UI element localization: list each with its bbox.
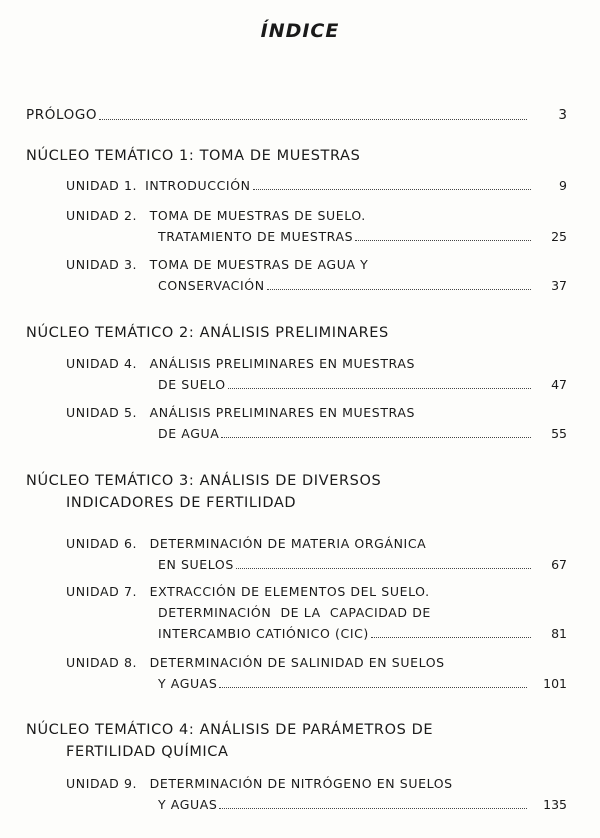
page-number: 3 <box>558 107 567 123</box>
unit-label: UNIDAD 9. <box>66 776 138 791</box>
toc-entry-unidad-9[interactable] <box>66 776 453 791</box>
unit-title-line1: DETERMINACIÓN DE MATERIA ORGÁNICA <box>149 536 427 551</box>
unit-title-line1: TOMA DE MUESTRAS DE AGUA Y <box>149 257 369 272</box>
prologo-label: PRÓLOGO <box>26 107 98 123</box>
page-number: 47 <box>551 377 567 392</box>
unit-title-line1: DETERMINACIÓN DE NITRÓGENO EN SUELOS <box>149 776 453 791</box>
toc-entry-unidad-1[interactable] <box>66 178 567 193</box>
unit-label: UNIDAD 4. <box>66 356 138 371</box>
page-number: 25 <box>551 229 567 244</box>
toc-entry-unidad-5[interactable] <box>66 405 415 420</box>
unit-title-line2: TRATAMIENTO DE MUESTRAS <box>158 229 354 244</box>
unit-title-line2: CONSERVACIÓN <box>158 278 265 293</box>
leader-dots <box>99 118 527 120</box>
unit-title-line2: EN SUELOS <box>158 557 234 572</box>
leader-dots <box>221 436 531 438</box>
unit-label: UNIDAD 6. <box>66 536 138 551</box>
unit-label: UNIDAD 8. <box>66 655 138 670</box>
leader-dots <box>219 807 527 809</box>
page-number: 37 <box>551 278 567 293</box>
page-number: 81 <box>551 626 567 641</box>
unit-title-line2: Y AGUAS <box>158 676 218 691</box>
toc-entry-unidad-9-cont[interactable] <box>158 797 567 812</box>
nucleo-3-title-line1: NÚCLEO TEMÁTICO 3: ANÁLISIS DE DIVERSOS <box>26 473 382 489</box>
leader-dots <box>253 188 531 190</box>
page-number: 9 <box>559 178 567 193</box>
page-number: 101 <box>543 676 567 691</box>
toc-entry-unidad-8[interactable] <box>66 655 445 670</box>
toc-entry-unidad-2-cont[interactable] <box>158 229 567 244</box>
toc-entry-unidad-2[interactable] <box>66 208 366 223</box>
page-title: ÍNDICE <box>260 20 340 42</box>
unit-title-line1: ANÁLISIS PRELIMINARES EN MUESTRAS <box>149 405 416 420</box>
nucleo-3-title-line2: INDICADORES DE FERTILIDAD <box>66 495 297 511</box>
unit-title-line1: TOMA DE MUESTRAS DE SUELO. <box>149 208 366 223</box>
unit-label: UNIDAD 5. <box>66 405 138 420</box>
toc-entry-unidad-6[interactable] <box>66 536 426 551</box>
unit-title: INTRODUCCIÓN <box>145 178 251 193</box>
unit-title-line1: DETERMINACIÓN DE SALINIDAD EN SUELOS <box>149 655 445 670</box>
toc-entry-prologo[interactable] <box>26 107 567 123</box>
nucleo-2-title: NÚCLEO TEMÁTICO 2: ANÁLISIS PRELIMINARES <box>26 325 389 341</box>
toc-entry-unidad-5-cont[interactable] <box>158 426 567 441</box>
toc-entry-unidad-6-cont[interactable] <box>158 557 567 572</box>
leader-dots <box>228 387 531 389</box>
toc-entry-unidad-3-cont[interactable] <box>158 278 567 293</box>
unit-title-line2: DE AGUA <box>158 426 220 441</box>
nucleo-1-title: NÚCLEO TEMÁTICO 1: TOMA DE MUESTRAS <box>26 148 361 164</box>
leader-dots <box>355 239 531 241</box>
unit-title-line1: EXTRACCIÓN DE ELEMENTOS DEL SUELO. <box>149 584 430 599</box>
unit-label: UNIDAD 2. <box>66 208 138 223</box>
unit-label: UNIDAD 1. <box>66 178 138 193</box>
unit-title-line2: DE SUELO <box>158 377 226 392</box>
leader-dots <box>267 288 531 290</box>
toc-entry-unidad-4[interactable] <box>66 356 415 371</box>
unit-title-line2: DETERMINACIÓN DE LA CAPACIDAD DE <box>158 605 431 620</box>
toc-entry-unidad-3[interactable] <box>66 257 368 272</box>
toc-entry-unidad-8-cont[interactable] <box>158 676 567 691</box>
page-number: 135 <box>543 797 567 812</box>
nucleo-4-title-line1: NÚCLEO TEMÁTICO 4: ANÁLISIS DE PARÁMETROS DE <box>26 722 434 738</box>
unit-title-line2: Y AGUAS <box>158 797 218 812</box>
unit-title-line3: INTERCAMBIO CATIÓNICO (CIC) <box>158 626 369 641</box>
page-number: 67 <box>551 557 567 572</box>
nucleo-4-title-line2: FERTILIDAD QUÍMICA <box>66 744 229 760</box>
toc-entry-unidad-4-cont[interactable] <box>158 377 567 392</box>
unit-label: UNIDAD 3. <box>66 257 138 272</box>
leader-dots <box>236 567 531 569</box>
leader-dots <box>219 686 527 688</box>
toc-entry-unidad-7[interactable] <box>66 584 430 599</box>
unit-title-line1: ANÁLISIS PRELIMINARES EN MUESTRAS <box>149 356 416 371</box>
page-number: 55 <box>551 426 567 441</box>
toc-entry-unidad-7-cont[interactable] <box>158 626 567 641</box>
leader-dots <box>371 636 531 638</box>
unit-label: UNIDAD 7. <box>66 584 138 599</box>
